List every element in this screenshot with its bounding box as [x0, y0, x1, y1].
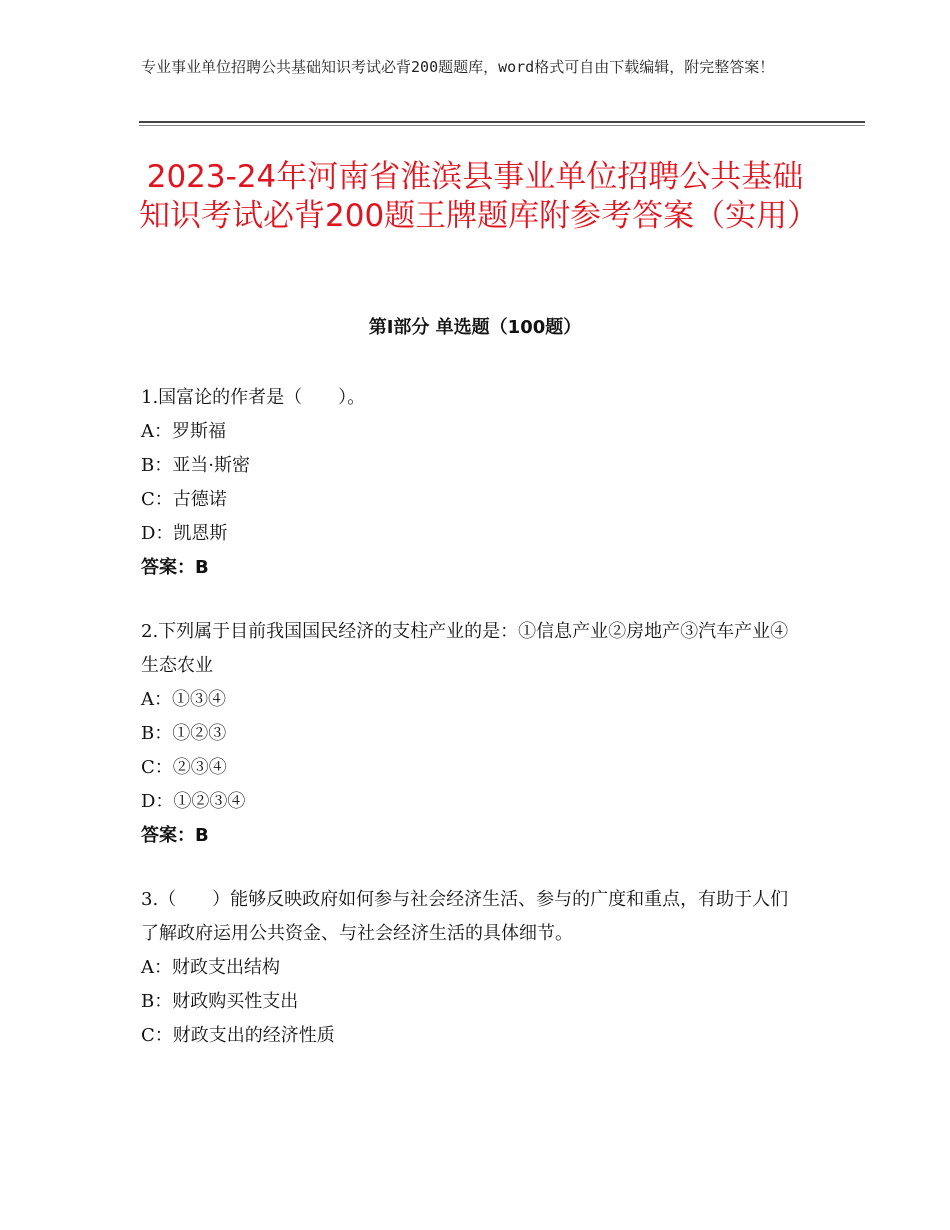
- option-b: B：财政购买性支出: [141, 991, 299, 1012]
- option-b: B：亚当·斯密: [141, 455, 250, 476]
- document-title: 2023-24年河南省淮滨县事业单位招聘公共基础知识考试必背200题王牌题库附参考答案（实用）: [139, 159, 819, 234]
- header-rule-thin: [139, 125, 865, 126]
- option-c: C：财政支出的经济性质: [141, 1025, 335, 1046]
- header-note: 专业事业单位招聘公共基础知识考试必背200题题库，word格式可自由下载编辑，附完整答案！: [141, 58, 775, 76]
- option-d: D：①②③④: [141, 791, 246, 812]
- option-b: B：①②③: [141, 723, 227, 744]
- option-a: A：①③④: [141, 689, 226, 710]
- header-rule-thick: [139, 121, 865, 123]
- question-stem: 2.下列属于目前我国国民经济的支柱产业的是：①信息产业②房地产③汽车产业④生态农业: [141, 621, 789, 676]
- question-2: [141, 615, 806, 853]
- section-heading: 第Ⅰ部分 单选题（100题）: [368, 317, 582, 338]
- option-d: D：凯恩斯: [141, 523, 228, 544]
- question-stem: 1.国富论的作者是（ ）。: [141, 387, 366, 408]
- question-stem: 3.（ ）能够反映政府如何参与社会经济生活、参与的广度和重点，有助于人们了解政府运用公共资金、与社会经济生活的具体细节。: [141, 889, 789, 944]
- option-c: C：古德诺: [141, 489, 227, 510]
- option-a: A：财政支出结构: [141, 957, 280, 978]
- option-c: C：②③④: [141, 757, 227, 778]
- option-a: A：罗斯福: [141, 421, 226, 442]
- question-list: [141, 381, 806, 1083]
- answer-text: 答案：B: [141, 557, 209, 578]
- answer-text: 答案：B: [141, 825, 209, 846]
- question-1: [141, 381, 806, 585]
- question-3: [141, 883, 806, 1053]
